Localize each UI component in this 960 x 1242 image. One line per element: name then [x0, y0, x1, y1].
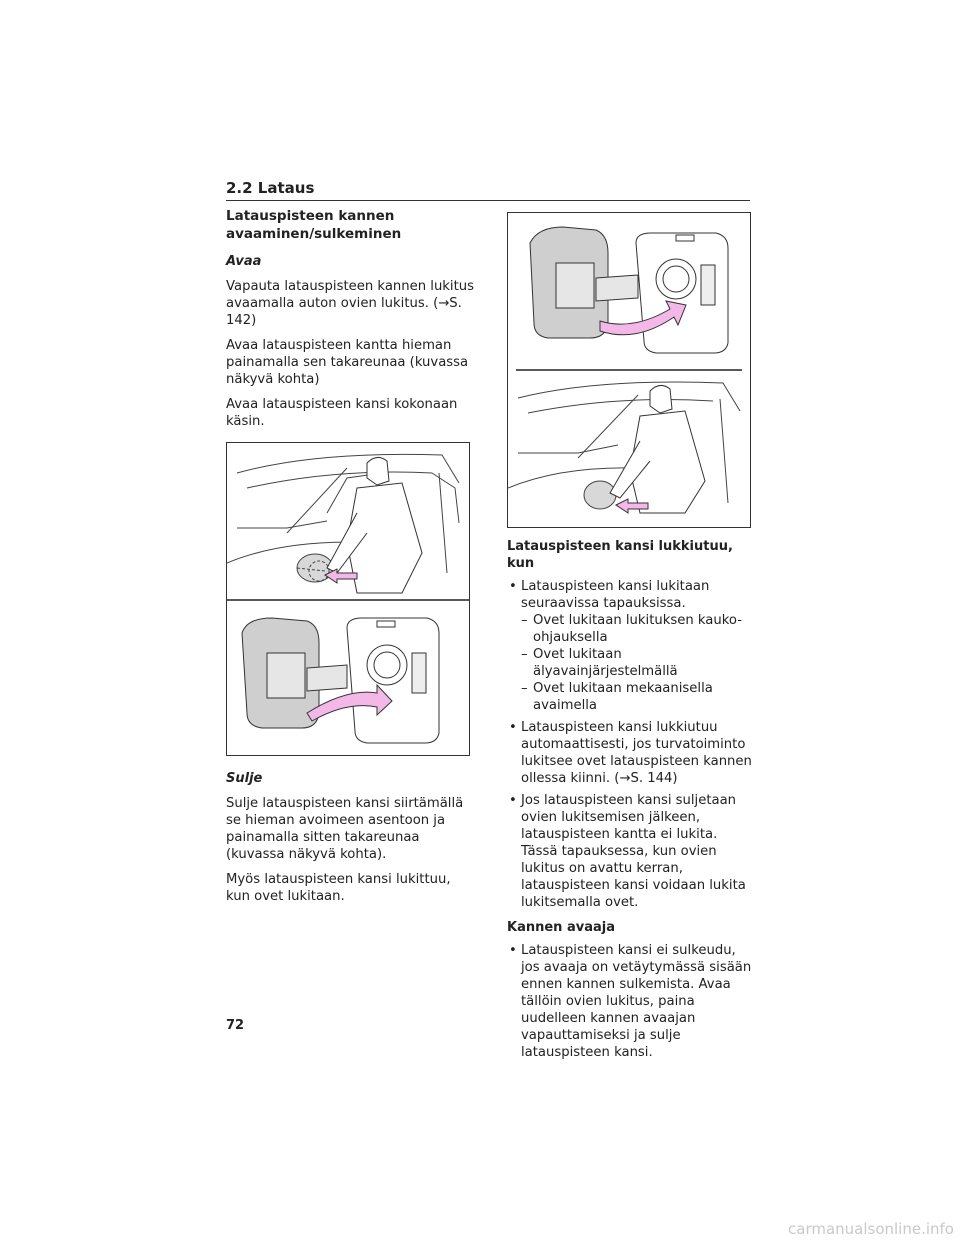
open-paragraph-1: Vapauta latauspisteen kannen lukitus avaamalla auton ovien lukitus. (→S. 142)	[226, 279, 474, 328]
close-paragraph-2: Myös latauspisteen kansi lukittuu, kun ovet lukitaan.	[226, 872, 451, 904]
close-paragraph-1: Sulje latauspisteen kansi siirtämällä se hieman avoimeen asentoon ja painamalla sitten takareunaa (kuvassa näkyvä kohta).	[226, 796, 464, 862]
open-paragraph-2: Avaa latauspisteen kantta hieman painamalla sen takareunaa (kuvassa näkyvä kohta)	[226, 338, 469, 387]
left-column	[226, 208, 476, 913]
close-heading: Sulje	[226, 771, 263, 786]
page-number: 72	[226, 1018, 245, 1033]
opener-heading: Kannen avaaja	[507, 920, 615, 935]
close-illustration	[507, 212, 751, 528]
lock-subitem-2: – Ovet lukitaan älyavainjärjestelmällä	[521, 646, 757, 680]
section-header	[226, 178, 750, 201]
close-illustration-drawing	[508, 213, 750, 527]
opener-list	[507, 942, 757, 1061]
watermark: carmanualsonline.info	[788, 1220, 954, 1238]
lock-list	[507, 578, 757, 911]
main-title: Latauspisteen kannen avaaminen/sulkeminen	[226, 208, 402, 242]
list-item	[507, 578, 757, 714]
open-heading: Avaa	[226, 254, 262, 269]
open-paragraph-3: Avaa latauspisteen kansi kokonaan käsin.	[226, 397, 458, 429]
open-illustration	[226, 442, 470, 756]
right-column	[507, 538, 757, 1069]
section-title: 2.2 Lataus	[226, 179, 315, 197]
opener-item-1: • Latauspisteen kansi ei sulkeudu, jos avaaja on vetäytymässä sisään ennen kannen sulkemista. Avaa tällöin ovien lukitus, paina uudelleen kannen avaajan vapauttamiseksi ja sulje latauspisteen kansi.	[507, 942, 757, 1061]
lock-heading: Latauspisteen kansi lukkiutuu, kun	[507, 539, 733, 571]
open-illustration-drawing	[227, 443, 469, 755]
lock-item-3: • Jos latauspisteen kansi suljetaan ovien lukitsemisen jälkeen, latauspisteen kantta ei lukita. Tässä tapauksessa, kun ovien lukitus on avattu kerran, latauspisteen kansi voidaan lukita lukitsemalla ovet.	[507, 792, 757, 911]
lock-item-1: Latauspisteen kansi lukitaan seuraavissa tapauksissa.	[521, 579, 710, 611]
lock-sublist	[521, 612, 757, 714]
lock-subitem-1: – Ovet lukitaan lukituksen kauko-ohjauksella	[521, 612, 757, 646]
lock-item-2: • Latauspisteen kansi lukkiutuu automaattisesti, jos turvatoiminto lukitsee ovet latauspisteen kannen ollessa kiinni. (→S. 144)	[507, 719, 757, 787]
lock-subitem-3: – Ovet lukitaan mekaanisella avaimella	[521, 680, 757, 714]
